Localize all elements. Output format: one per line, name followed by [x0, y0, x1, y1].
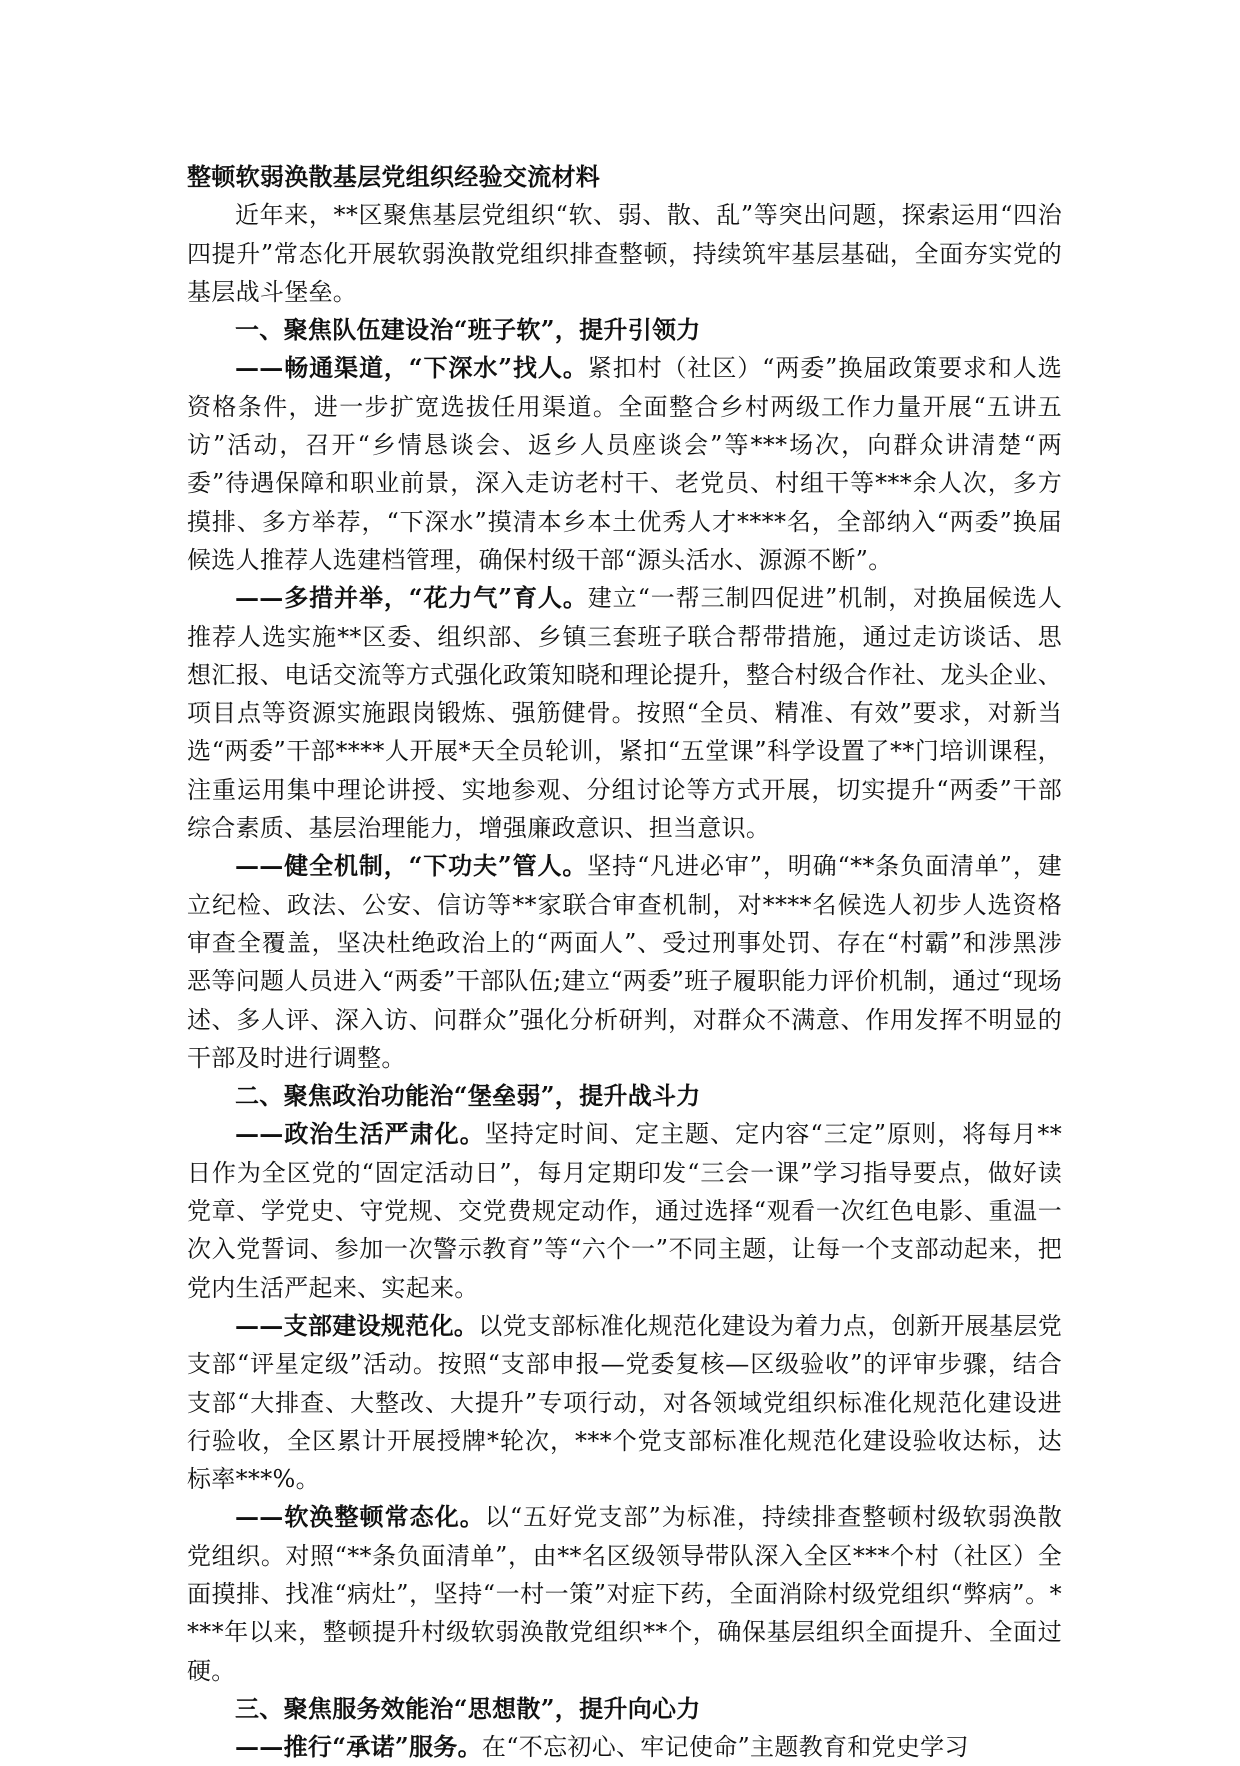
- section-2-paragraph-2: [187, 1307, 1062, 1498]
- paragraph-body: 坚持定时间、定主题、定内容“三定”原则，将每月**日作为全区党的“固定活动日”，每月定期印发“三会一课”学习指导要点，做好读党章、学党史、守党规、交党费规定动作，通过选择“观看一次红色电影、重温一次入党誓词、参加一次警示教育”等“六个一”不同主题，让每一个支部动起来，把党内生活严起来、实起来。: [187, 1120, 1063, 1302]
- section-heading-2: 二、聚焦政治功能治“堡垒弱”，提升战斗力: [235, 1081, 701, 1111]
- paragraph-lead: ——畅通渠道，“下深水”找人。: [235, 353, 588, 383]
- paragraph-lead: ——多措并举，“花力气”育人。: [235, 583, 588, 613]
- section-1-paragraph-3: [187, 847, 1062, 1077]
- document-title: 整顿软弱涣散基层党组织经验交流材料: [187, 162, 601, 191]
- paragraph-body: 在“不忘初心、牢记使命”主题教育和党史学习: [481, 1733, 969, 1762]
- paragraph-body: 以“五好党支部”为标准，持续排查整顿村级软弱涣散党组织。对照“**条负面清单”，由**名区级领导带队深入全区***个村（社区）全面摸排、找准“病灶”，坚持“一村一策”对症下药，全面消除村级党组织“弊病”。****年以来，整顿提升村级软弱涣散党组织**个，确保基层组织全面提升、全面过硬。: [187, 1503, 1062, 1685]
- section-3-paragraph-1: [187, 1728, 1062, 1766]
- paragraph-body: 紧扣村（社区）“两委”换届政策要求和人选资格条件，进一步扩宽选拔任用渠道。全面整合乡村两级工作力量开展“五讲五访”活动，召开“乡情恳谈会、返乡人员座谈会”等***场次，向群众讲清楚“两委”待遇保障和职业前景，深入走访老村干、老党员、村组干等***余人次，多方摸排、多方举荐，“下深水”摸清本乡本土优秀人才****名，全部纳入“两委”换届候选人推荐人选建档管理，确保村级干部“源头活水、源源不断”。: [187, 354, 1063, 574]
- document-page: [187, 158, 1062, 1766]
- paragraph-body: 建立“一帮三制四促进”机制，对换届候选人推荐人选实施**区委、组织部、乡镇三套班子联合帮带措施，通过走访谈话、思想汇报、电话交流等方式强化政策知晓和理论提升，整合村级合作社、龙头企业、项目点等资源实施跟岗锻炼、强筋健骨。按照“全员、精准、有效”要求，对新当选“两委”干部****人开展*天全员轮训，紧扣“五堂课”科学设置了**门培训课程，注重运用集中理论讲授、实地参观、分组讨论等方式开展，切实提升“两委”干部综合素质、基层治理能力，增强廉政意识、担当意识。: [187, 584, 1063, 843]
- section-2-paragraph-1: [187, 1115, 1062, 1306]
- section-heading-3: 三、聚焦服务效能治“思想散”，提升向心力: [235, 1693, 701, 1723]
- paragraph-body: 以党支部标准化规范化建设为着力点，创新开展基层党支部“评星定级”活动。按照“支部申报—党委复核—区级验收”的评审步骤，结合支部“大排查、大整改、大提升”专项行动，对各领域党组织标准化规范化建设进行验收，全区累计开展授牌*轮次，***个党支部标准化规范化建设验收达标，达标率***%。: [187, 1311, 1063, 1494]
- paragraph-lead: ——政治生活严肃化。: [235, 1119, 485, 1149]
- section-1-paragraph-2: [187, 579, 1062, 847]
- paragraph-lead: ——推行“承诺”服务。: [235, 1732, 482, 1762]
- section-1-paragraph-1: [187, 349, 1062, 579]
- paragraph-body: 坚持“凡进必审”，明确“**条负面清单”，建立纪检、政法、公安、信访等**家联合审查机制，对****名候选人初步人选资格审查全覆盖，坚决杜绝政治上的“两面人”、受过刑事处罚、存在“村霸”和涉黑涉恶等问题人员进入“两委”干部队伍;建立“两委”班子履职能力评价机制，通过“现场述、多人评、深入访、问群众”强化分析研判，对群众不满意、作用发挥不明显的干部及时进行调整。: [187, 852, 1062, 1072]
- section-2-paragraph-3: [187, 1498, 1062, 1689]
- paragraph-lead: ——支部建设规范化。: [235, 1310, 479, 1340]
- paragraph-lead: ——软涣整顿常态化。: [235, 1502, 485, 1532]
- paragraph-lead: ——健全机制，“下功夫”管人。: [235, 851, 588, 881]
- section-heading-1: 一、聚焦队伍建设治“班子软”，提升引领力: [235, 315, 701, 345]
- intro-paragraph: 近年来，**区聚焦基层党组织“软、弱、散、乱”等突出问题，探索运用“四治四提升”常态化开展软弱涣散党组织排查整顿，持续筑牢基层基础，全面夯实党的基层战斗堡垒。: [187, 201, 1062, 306]
